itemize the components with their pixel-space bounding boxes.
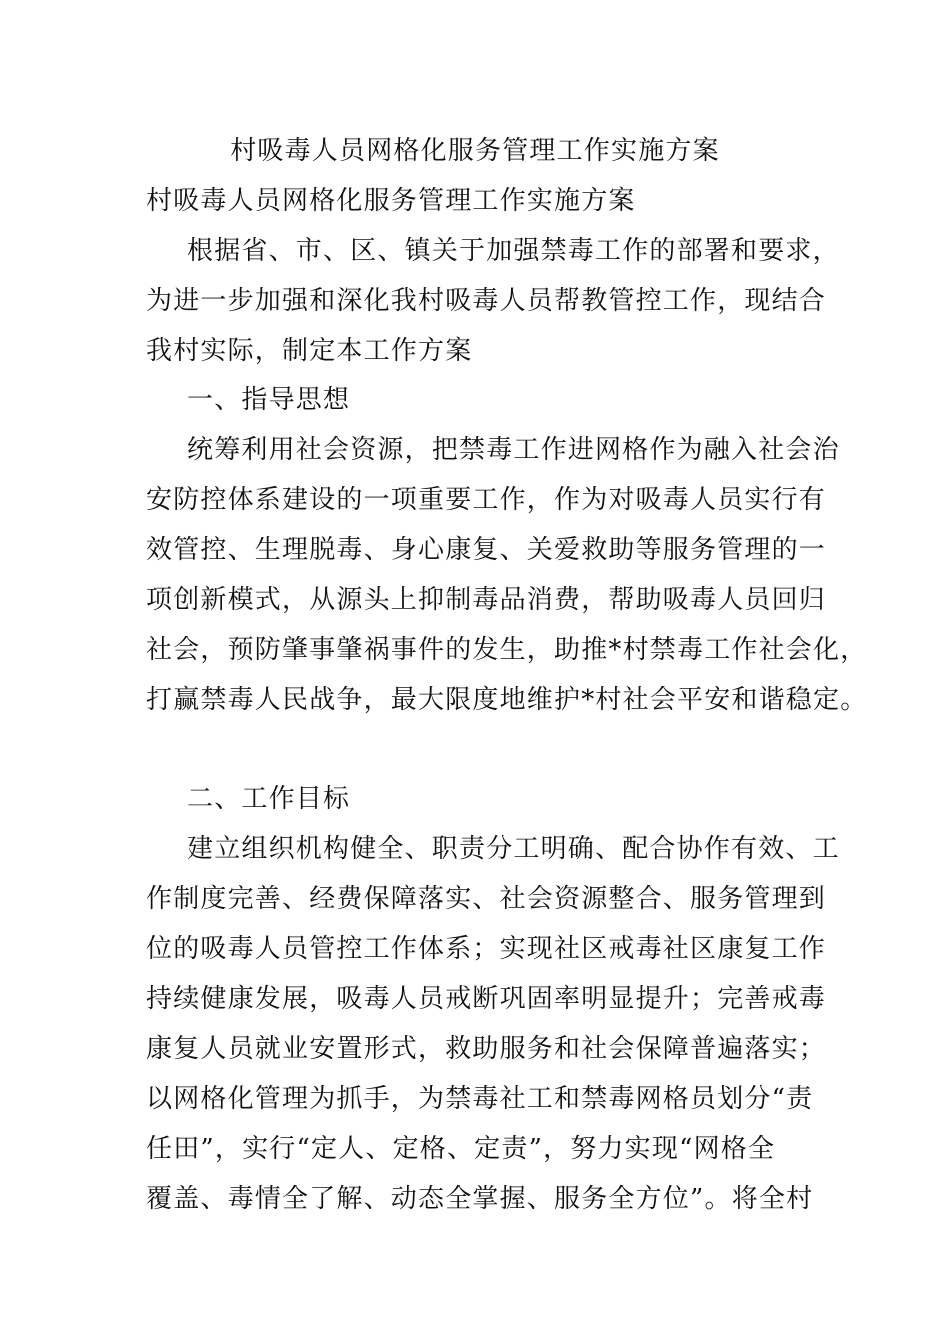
intro-line-2: 为进一步加强和深化我村吸毒人员帮教管控工作，现结合	[146, 286, 827, 316]
section1-line-4: 项创新模式，从源头上抑制毒品消费，帮助吸毒人员回归	[146, 585, 827, 615]
section1-line-1: 统筹利用社会资源，把禁毒工作进网格作为融入社会治	[187, 435, 840, 465]
section2-line-4: 持续健康发展，吸毒人员戒断巩固率明显提升；完善戒毒	[146, 984, 827, 1014]
section1-line-3: 效管控、生理脱毒、身心康复、关爱救助等服务管理的一	[146, 535, 827, 565]
section2-line-5: 康复人员就业安置形式，救助服务和社会保障普遍落实；	[146, 1034, 827, 1064]
intro-line-1: 根据省、市、区、镇关于加强禁毒工作的部署和要求，	[187, 236, 840, 266]
document-subtitle: 村吸毒人员网格化服务管理工作实施方案	[146, 186, 636, 216]
section1-line-6: 打赢禁毒人民战争，最大限度地维护*村社会平安和谐稳定。	[146, 685, 868, 715]
section1-line-2: 安防控体系建设的一项重要工作，作为对吸毒人员实行有	[146, 485, 827, 515]
section2-heading: 二、工作目标	[187, 784, 351, 814]
section2-line-8: 覆盖、毒情全了解、动态全掌握、服务全方位”。将全村	[146, 1184, 814, 1214]
section2-line-6: 以网格化管理为抓手，为禁毒社工和禁毒网格员划分“责	[146, 1084, 814, 1114]
section2-line-1: 建立组织机构健全、职责分工明确、配合协作有效、工	[187, 834, 840, 864]
section1-line-5: 社会，预防肇事肇祸事件的发生，助推*村禁毒工作社会化，	[146, 635, 868, 665]
section2-line-2: 作制度完善、经费保障落实、社会资源整合、服务管理到	[146, 884, 827, 914]
section2-line-7: 任田”，实行“定人、定格、定责”，努力实现“网格全	[146, 1134, 776, 1164]
intro-line-3: 我村实际，制定本工作方案	[146, 336, 473, 366]
section2-line-3: 位的吸毒人员管控工作体系；实现社区戒毒社区康复工作	[146, 934, 827, 964]
section1-heading: 一、指导思想	[187, 385, 351, 415]
document-title: 村吸毒人员网格化服务管理工作实施方案	[230, 136, 720, 166]
